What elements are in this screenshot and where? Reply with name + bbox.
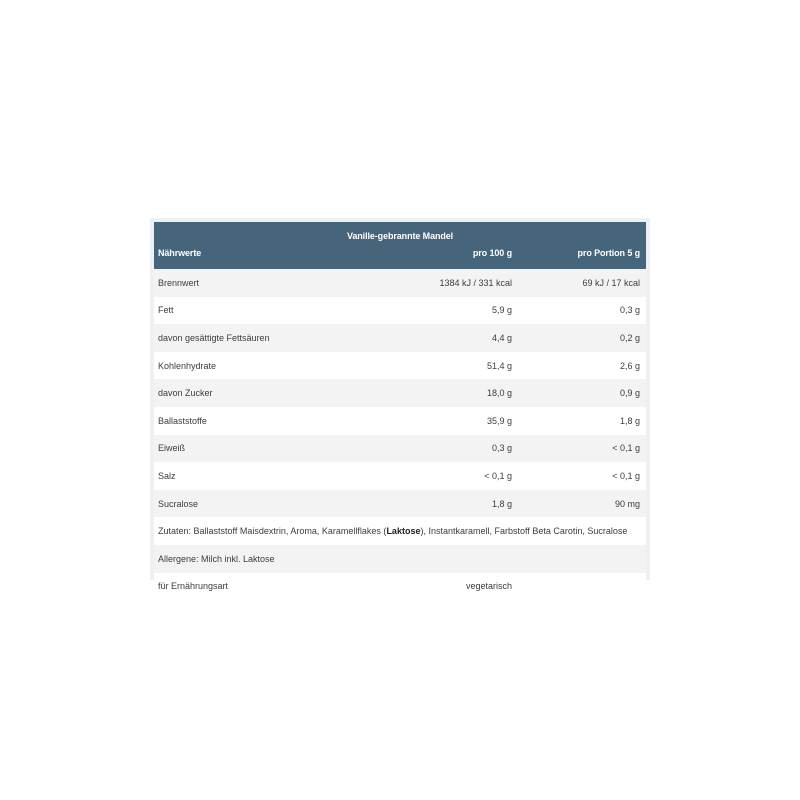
allergens-row bbox=[154, 545, 646, 573]
ingredients-text-before: Zutaten: Ballaststoff Maisdextrin, Aroma, Karamellflakes ( bbox=[158, 526, 387, 537]
row-portion: < 0,1 g bbox=[518, 462, 646, 490]
row-portion: 0,2 g bbox=[518, 324, 646, 352]
row-portion: 2,6 g bbox=[518, 352, 646, 380]
ingredients-row bbox=[154, 517, 646, 545]
diet-empty-cell bbox=[518, 573, 646, 601]
table-header-row bbox=[154, 247, 646, 269]
allergens-text: Allergene: Milch inkl. Laktose bbox=[154, 545, 646, 573]
table-row bbox=[154, 407, 646, 435]
table-row bbox=[154, 379, 646, 407]
diet-value: vegetarisch bbox=[418, 573, 518, 601]
ingredients-allergen-bold: Laktose bbox=[386, 526, 421, 537]
table-row bbox=[154, 324, 646, 352]
ingredients-text bbox=[154, 517, 646, 545]
row-label: Brennwert bbox=[154, 269, 418, 297]
row-per100: 35,9 g bbox=[418, 407, 518, 435]
header-pro-100g: pro 100 g bbox=[418, 247, 518, 269]
row-portion: 0,3 g bbox=[518, 297, 646, 325]
row-per100: 1384 kJ / 331 kcal bbox=[418, 269, 518, 297]
row-label: Kohlenhydrate bbox=[154, 352, 418, 380]
table-row bbox=[154, 352, 646, 380]
row-label: Ballaststoffe bbox=[154, 407, 418, 435]
row-per100: 0,3 g bbox=[418, 435, 518, 463]
header-pro-portion: pro Portion 5 g bbox=[518, 247, 646, 269]
row-label: Eiweiß bbox=[154, 435, 418, 463]
diet-label: für Ernährungsart bbox=[154, 573, 418, 601]
row-portion: 69 kJ / 17 kcal bbox=[518, 269, 646, 297]
row-per100: < 0,1 g bbox=[418, 462, 518, 490]
row-per100: 4,4 g bbox=[418, 324, 518, 352]
row-label: davon gesättigte Fettsäuren bbox=[154, 324, 418, 352]
table-row bbox=[154, 490, 646, 518]
table-row bbox=[154, 462, 646, 490]
row-per100: 1,8 g bbox=[418, 490, 518, 518]
diet-row bbox=[154, 573, 646, 601]
row-per100: 18,0 g bbox=[418, 379, 518, 407]
row-label: Salz bbox=[154, 462, 418, 490]
table-row bbox=[154, 435, 646, 463]
row-label: Fett bbox=[154, 297, 418, 325]
nutrition-table-container bbox=[150, 218, 650, 592]
row-portion: 1,8 g bbox=[518, 407, 646, 435]
table-title-row bbox=[154, 222, 646, 247]
table-row bbox=[154, 297, 646, 325]
header-naehrwerte: Nährwerte bbox=[154, 247, 418, 269]
row-per100: 51,4 g bbox=[418, 352, 518, 380]
table-title: Vanille-gebrannte Mandel bbox=[154, 222, 646, 247]
nutrition-table bbox=[154, 222, 646, 600]
row-label: Sucralose bbox=[154, 490, 418, 518]
row-per100: 5,9 g bbox=[418, 297, 518, 325]
ingredients-text-after: ), Instantkaramell, Farbstoff Beta Carotin, Sucralose bbox=[420, 526, 628, 537]
table-row bbox=[154, 269, 646, 297]
row-portion: 90 mg bbox=[518, 490, 646, 518]
row-portion: 0,9 g bbox=[518, 379, 646, 407]
row-label: davon Zucker bbox=[154, 379, 418, 407]
row-portion: < 0,1 g bbox=[518, 435, 646, 463]
